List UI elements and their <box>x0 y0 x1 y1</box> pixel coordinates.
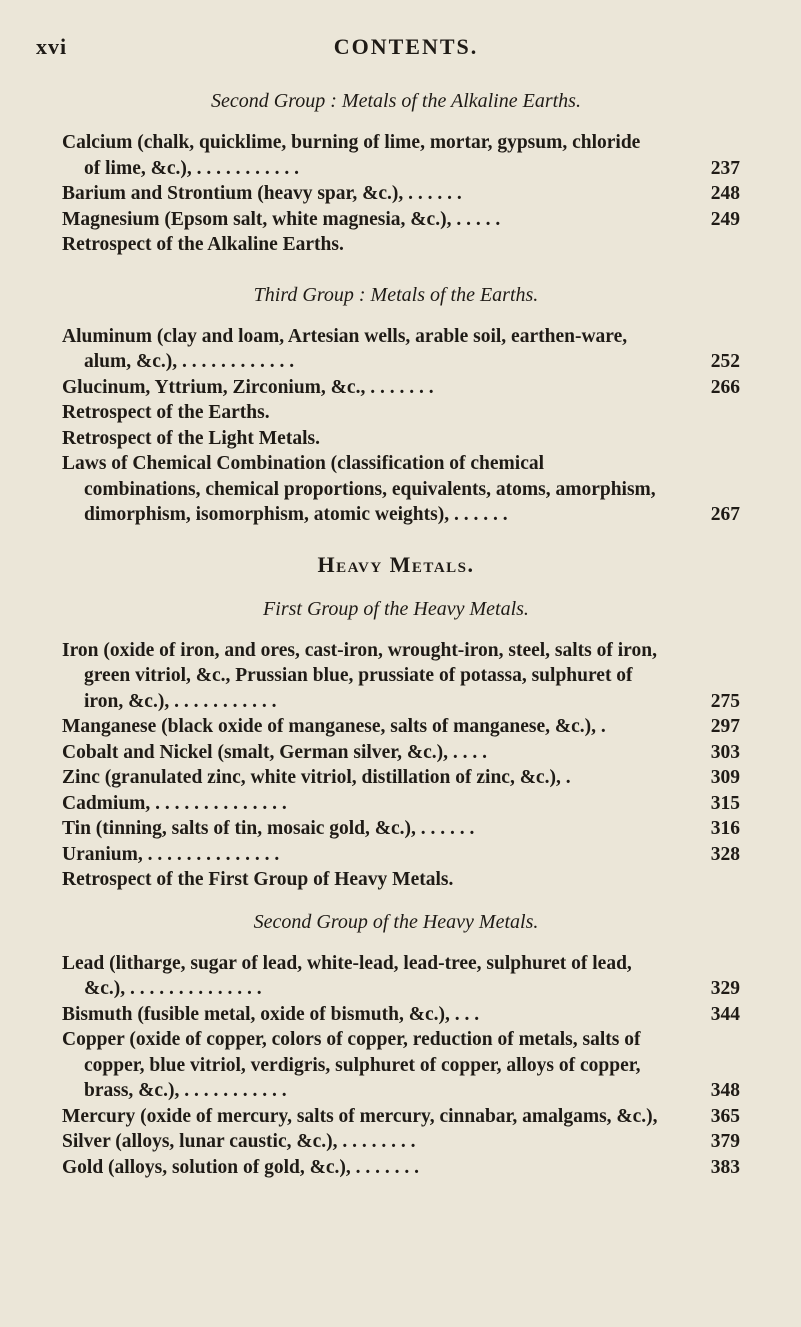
section-heading: Second Group of the Heavy Metals. <box>253 910 539 933</box>
toc-page-number: 344 <box>710 1003 740 1025</box>
toc-page-number: 252 <box>710 351 740 372</box>
toc-entry <box>62 842 740 868</box>
toc-entry <box>62 951 740 1002</box>
toc-entry-text: Gold (alloys, solution of gold, &c.), . . . . . . . <box>62 1156 419 1178</box>
toc-entry-text: Retrospect of the Earths. <box>62 402 270 423</box>
toc-entry-text: Cadmium, . . . . . . . . . . . . . . <box>62 792 287 814</box>
section-heading: Third Group : Metals of the Earths. <box>253 283 539 306</box>
toc-entry <box>62 867 730 893</box>
toc-page-number: 328 <box>710 843 740 865</box>
toc-page-number: 237 <box>710 157 740 179</box>
section-heading: First Group of the Heavy Metals. <box>263 597 529 620</box>
toc-page-number: 379 <box>710 1131 740 1152</box>
toc-entry-text: Silver (alloys, lunar caustic, &c.), . . . . . . . . <box>62 1131 416 1152</box>
toc-page-number: 348 <box>710 1080 740 1101</box>
toc-entry <box>62 181 740 207</box>
toc-entry-text: Bismuth (fusible metal, oxide of bismuth, &c.), . . . <box>62 1003 480 1025</box>
toc-entry-text: Laws of Chemical Combination (classification of chemical combinations, chemical proportions, equivalents, atoms, amorphism, dimorphism, isomorphism, atomic weights), . . . . . . <box>62 453 656 525</box>
toc-page-number: 383 <box>710 1156 740 1178</box>
toc-entry-text: Calcium (chalk, quicklime, burning of lime, mortar, gypsum, chloride of lime, &c.), . . . . . . . . . . . <box>62 132 641 179</box>
toc-entry-text: Retrospect of the Light Metals. <box>62 427 320 449</box>
running-head <box>36 34 776 64</box>
toc-entry-text: Glucinum, Yttrium, Zirconium, &c., . . . . . . . <box>62 376 434 398</box>
page-folio: xvi <box>36 34 68 59</box>
toc-page-number: 275 <box>710 690 740 712</box>
toc-entry-text: Tin (tinning, salts of tin, mosaic gold, &c.), . . . . . . <box>62 818 475 839</box>
toc-entry <box>62 714 740 740</box>
toc-entry-text: Barium and Strontium (heavy spar, &c.), . . . . . . <box>62 183 462 204</box>
table-of-contents <box>62 86 740 1180</box>
toc-entry-text: Lead (litharge, sugar of lead, white-lead, lead-tree, sulphuret of lead, &c.), . . . . . . . . . . . . . . <box>62 952 632 999</box>
toc-entry-text: Zinc (granulated zinc, white vitriol, distillation of zinc, &c.), . <box>62 767 571 788</box>
toc-entry <box>62 1027 740 1104</box>
toc-entry-text: Magnesium (Epsom salt, white magnesia, &c.), . . . . . <box>62 208 501 230</box>
section-heading: Heavy Metals. <box>317 551 475 577</box>
toc-entry-text: Cobalt and Nickel (smalt, German silver, &c.), . . . . <box>62 741 487 763</box>
toc-page-number: 249 <box>710 208 740 230</box>
toc-page-number: 316 <box>710 818 740 839</box>
toc-entry-text: Mercury (oxide of mercury, salts of mercury, cinnabar, amalgams, &c.), <box>62 1105 658 1127</box>
toc-page-number: 297 <box>710 716 740 737</box>
toc-entry <box>62 207 740 233</box>
toc-entry <box>62 1104 740 1130</box>
running-head-title: CONTENTS. <box>333 34 479 59</box>
toc-entry <box>62 765 740 791</box>
toc-entry <box>62 324 740 375</box>
toc-entry-text: Uranium, . . . . . . . . . . . . . . <box>62 843 280 865</box>
toc-page-number: 365 <box>710 1105 740 1127</box>
toc-entry <box>62 1002 740 1028</box>
toc-entry-text: Retrospect of the First Group of Heavy Metals. <box>62 869 454 890</box>
toc-entry <box>62 1129 740 1155</box>
toc-entry <box>62 232 730 258</box>
toc-entry-text: Copper (oxide of copper, colors of copper, reduction of metals, salts of copper, blue vitriol, verdigris, sulphuret of copper, alloys of copper, brass, &c.), . . . . . . . . . . . <box>62 1029 641 1101</box>
toc-entry <box>62 400 730 426</box>
section-heading: Second Group : Metals of the Alkaline Earths. <box>211 90 581 112</box>
toc-page-number: 303 <box>710 741 740 763</box>
toc-entry-text: Iron (oxide of iron, and ores, cast-iron, wrought-iron, steel, salts of iron, green vitriol, &c., Prussian blue, prussiate of potassa, sulphuret of iron, &c.), . . . . . . . . . . . <box>62 639 657 712</box>
toc-page-number: 266 <box>710 376 740 398</box>
toc-entry <box>62 1155 740 1181</box>
toc-page-number: 315 <box>710 792 740 814</box>
toc-entry <box>62 791 740 817</box>
toc-entry <box>62 638 740 715</box>
toc-page-number: 309 <box>710 767 740 788</box>
toc-entry-text: Aluminum (clay and loam, Artesian wells, arable soil, earthen-ware, alum, &c.), . . . . . . . . . . . . <box>62 325 628 372</box>
toc-entry <box>62 426 730 452</box>
toc-entry <box>62 130 740 181</box>
toc-entry <box>62 740 740 766</box>
toc-entry <box>62 816 740 842</box>
toc-entry-text: Manganese (black oxide of manganese, salts of manganese, &c.), . <box>62 716 606 737</box>
toc-page-number: 267 <box>710 504 740 525</box>
toc-page-number: 248 <box>710 183 740 204</box>
toc-entry <box>62 375 740 401</box>
toc-entry <box>62 451 740 528</box>
toc-entry-text: Retrospect of the Alkaline Earths. <box>62 234 344 255</box>
toc-page-number: 329 <box>710 978 740 999</box>
